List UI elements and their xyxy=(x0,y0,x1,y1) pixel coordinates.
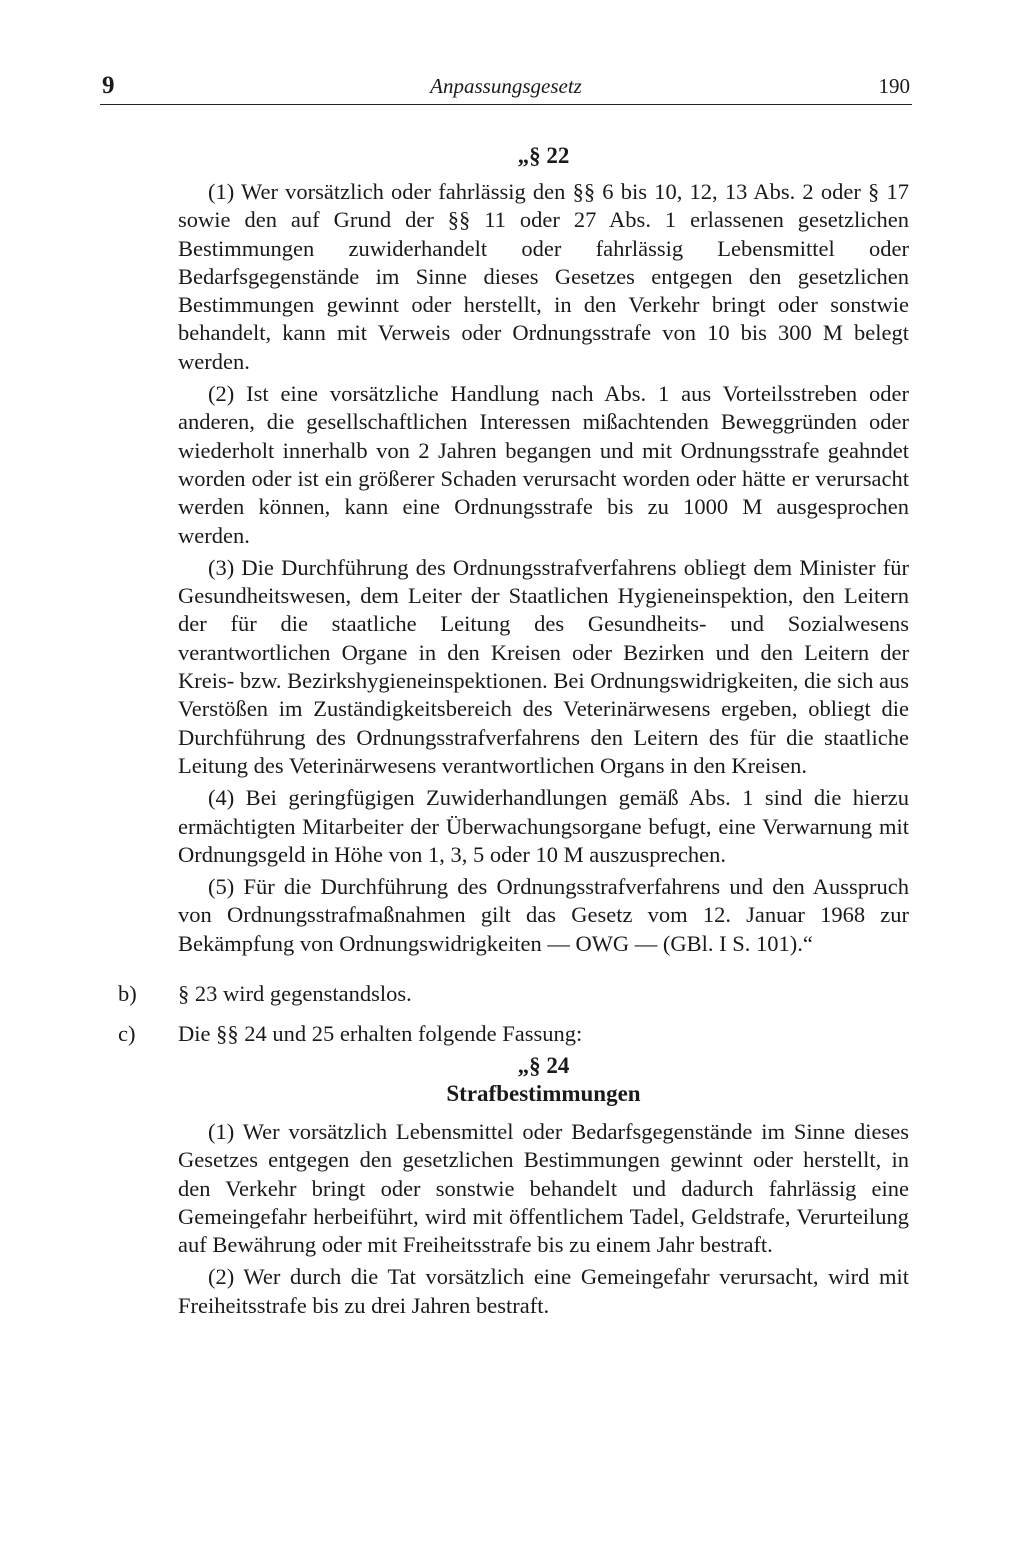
list-item-label: b) xyxy=(118,981,137,1006)
list-item-b xyxy=(118,980,412,1008)
list-item-text: § 23 wird gegenstandslos. xyxy=(178,981,412,1006)
section-22-paragraph-5: (5) Für die Durchführung des Ordnungsstrafverfahrens und den Ausspruch von Ordnungsstrafmaßnahmen gilt das Gesetz vom 12. Januar 1968 zur Bekämpfung von Ordnungswidrigkeiten — OWG — (GBl. I S. 101).“ xyxy=(178,874,909,956)
section-24-subheading: Strafbestimmungen xyxy=(446,1081,641,1106)
section-22 xyxy=(178,142,909,958)
page-number: 190 xyxy=(878,74,910,98)
chapter-number: 9 xyxy=(102,72,115,99)
list-item-label: c) xyxy=(118,1021,136,1046)
list-item-text: Die §§ 24 und 25 erhalten folgende Fassung: xyxy=(178,1021,583,1046)
list-item-c xyxy=(118,1020,582,1048)
running-title: Anpassungsgesetz xyxy=(430,74,582,98)
section-22-paragraph-4: (4) Bei geringfügigen Zuwiderhandlungen gemäß Abs. 1 sind die hierzu ermächtigten Mitarbeiter der Überwachungsorgane befugt, eine Verwarnung mit Ordnungsgeld in Höhe von 1, 3, 5 oder 10 M auszusprechen. xyxy=(178,785,909,867)
section-22-paragraph-2: (2) Ist eine vorsätzliche Handlung nach Abs. 1 aus Vorteilsstreben oder anderen, die gesellschaftlichen Interessen mißachtenden Beweggründen oder wiederholt innerhalb von 2 Jahren begangen und mit Ordnungsstrafe geahndet worden oder ist ein größerer Schaden verursacht worden oder hätte er verursacht werden können, kann eine Ordnungsstrafe bis zu 1000 M ausgesprochen werden. xyxy=(178,381,909,548)
running-header xyxy=(100,70,912,105)
section-24-paragraph-1: (1) Wer vorsätzlich Lebensmittel oder Bedarfsgegenstände im Sinne dieses Gesetzes entgegen den gesetzlichen Bestimmungen gewinnt oder herstellt, in den Verkehr bringt oder sonstwie behandelt und dadurch fahrlässig eine Gemeingefahr herbeiführt, wird mit öffentlichem Tadel, Geldstrafe, Verurteilung auf Bewährung oder mit Freiheitsstrafe bis zu einem Jahr bestraft. xyxy=(178,1119,909,1258)
section-22-paragraph-1: (1) Wer vorsätzlich oder fahrlässig den §§ 6 bis 10, 12, 13 Abs. 2 oder § 17 sowie den auf Grund der §§ 11 oder 27 Abs. 1 erlassenen gesetzlichen Bestimmungen zuwiderhandelt oder fahrlässig Lebensmittel oder Bedarfsgegenstände im Sinne dieses Gesetzes entgegen den gesetzlichen Bestimmungen gewinnt oder herstellt, in den Verkehr bringt oder sonstwie behandelt, kann mit Verweis oder Ordnungsstrafe von 10 bis 300 M belegt werden. xyxy=(178,179,909,374)
section-22-heading: „§ 22 xyxy=(517,143,570,168)
section-24-paragraph-2: (2) Wer durch die Tat vorsätzlich eine Gemeingefahr verursacht, wird mit Freiheitsstrafe bis zu drei Jahren bestraft. xyxy=(178,1264,909,1318)
section-22-paragraph-3: (3) Die Durchführung des Ordnungsstrafverfahrens obliegt dem Minister für Gesundheitswesen, dem Leiter der Staatlichen Hygieneinspektion, den Leitern der für die staatliche Leitung des Gesundheits- und Sozialwesens verantwortlichen Organe in den Kreisen oder Bezirken und den Leitern der Kreis- bzw. Bezirkshygieneinspektionen. Bei Ordnungswidrigkeiten, die sich aus Verstößen im Zuständigkeitsbereich des Veterinärwesens ergeben, obliegt die Durchführung des Ordnungsstrafverfahrens den Leitern des für die staatliche Leitung des Veterinärwesens verantwortlichen Organs in den Kreisen. xyxy=(178,554,909,778)
section-24-heading: „§ 24 xyxy=(517,1053,570,1078)
section-24 xyxy=(178,1052,909,1320)
